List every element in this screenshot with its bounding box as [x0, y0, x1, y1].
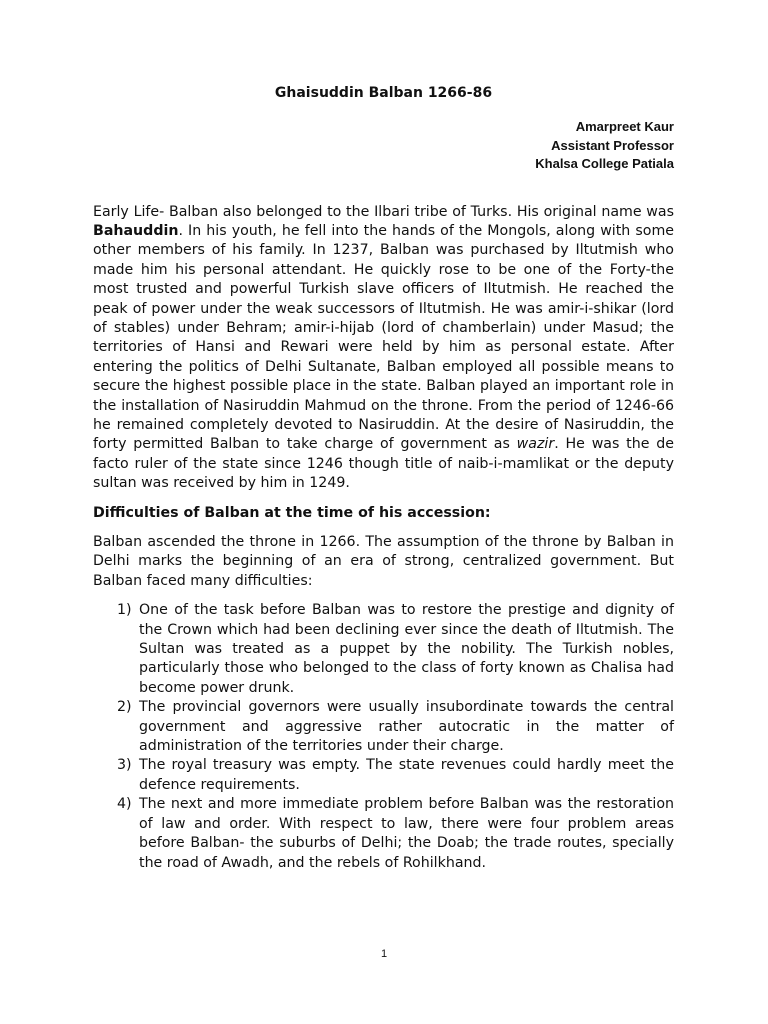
difficulties-intro: Balban ascended the throne in 1266. The assumption of the throne by Balban in Delhi marks the beginning of an era of strong, centralized government. But Balban faced many difficulties: [93, 534, 674, 589]
early-life-paragraph [93, 203, 674, 494]
author-institution: Khalsa College Patiala [535, 156, 674, 171]
early-life-text-2: . In his youth, he fell into the hands of the Mongols, along with some other members of his family. In 1237, Balban was purchased by Iltutmish who made him his personal attendant. He quickly rose to be one of the Forty-the most trusted and powerful Turkish slave officers of Iltutmish. He reached the peak of power under the weak successors of Iltutmish. He was amir-i-shikar (lord of stables) under Behram; amir-i-hijab (lord of chamberlain) under Masud; the territories of Hansi and Rewari were held by him as personal estate. After entering the politics of Delhi Sultanate, Balban employed all possible means to secure the highest possible place in the state. Balban played an important role in the installation of Nasiruddin Mahmud on the throne. From the period of 1246-66 he remained completely devoted to Nasiruddin. At the desire of Nasiruddin, the forty permitted Balban to take charge of government as [93, 222, 674, 453]
early-life-text-3: . He was the de facto ruler of the state since 1246 though title of naib-i-mamlikat or the deputy sultan was received by him in 1249. [93, 436, 674, 492]
list-item-number: 4) [117, 796, 132, 813]
author-position: Assistant Professor [551, 137, 674, 153]
early-life-text-1: Early Life- Balban also belonged to the Ilbari tribe of Turks. His original name was [93, 203, 674, 220]
document-title: Ghaisuddin Balban 1266-86 [274, 85, 493, 101]
list-item [93, 698, 674, 756]
document-page [93, 84, 674, 873]
list-item-text: The provincial governors were usually insubordinate towards the central government and aggressive rather autocratic in the matter of administration of the territories under their charge. [139, 699, 674, 755]
page-number: 1 [380, 948, 388, 960]
list-item-text: The next and more immediate problem before Balban was the restoration of law and order. With respect to law, there were four problem areas before Balban- the suburbs of Delhi; the Doab; the trade routes, specially the road of Awadh, and the rebels of Rohilkhand. [139, 796, 674, 871]
early-life-italic-word: wazir [516, 436, 555, 453]
list-item-number: 3) [117, 757, 132, 774]
list-item [93, 795, 674, 873]
list-item-number: 2) [117, 699, 132, 716]
early-life-bold-name: Bahauddin [93, 222, 179, 239]
list-item [93, 756, 674, 795]
list-item-text: The royal treasury was empty. The state revenues could hardly meet the defence requirements. [139, 757, 674, 793]
author-block [93, 118, 674, 174]
list-item-text: One of the task before Balban was to restore the prestige and dignity of the Crown which had been declining ever since the death of Iltutmish. The Sultan was treated as a puppet by the nobility. The Turkish nobles, particularly those who belonged to the class of forty known as Chalisa had become power drunk. [139, 602, 674, 696]
difficulties-list [93, 601, 674, 873]
author-name: Amarpreet Kaur [575, 119, 674, 134]
list-item-number: 1) [117, 602, 132, 619]
list-item [93, 601, 674, 698]
difficulties-heading: Difficulties of Balban at the time of his accession: [93, 504, 491, 521]
